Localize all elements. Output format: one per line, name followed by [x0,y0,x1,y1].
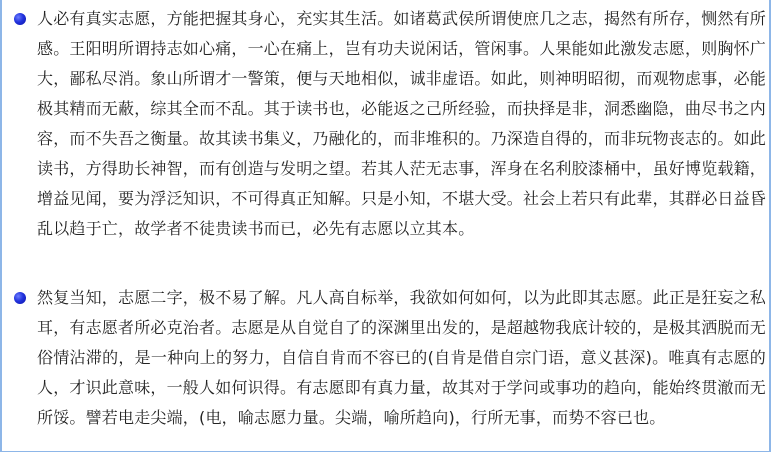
bullet-icon [14,292,26,304]
bullet-icon [14,13,26,25]
paragraph-text: 然复当知，志愿二字，极不易了解。凡人高自标举，我欲如何如何，以为此即其志愿。此正是狂妄之私耳，有志愿者所必克治者。志愿是从自觉自了的深渊里出发的，是超越物我底计较的，是极其洒脱而无俗情沾滞的，是一种向上的努力，自信自肯而不容已的(自肯是借自宗门语，意义甚深)。唯真有志愿的人，才识此意味，一般人如何识得。有志愿即有真力量，故其对于学问或事功的趋向，能始终贯澈而无所馁。譬若电走尖端，(电，喻志愿力量。尖端，喻所趋向)，行所无事，而势不容已也。 [37,288,767,427]
paragraph-text: 人必有真实志愿，方能把握其身心，充实其生活。如诸葛武侯所谓使庶几之志，揭然有所存，恻然有所感。王阳明所谓持志如心痛，一心在痛上，岂有功夫说闲话，管闲事。人果能如此激发志愿，则胸怀广大，鄙私尽消。象山所谓才一警策，便与天地相似，诚非虚语。如此，则神明昭彻，而观物虑事，必能极其精而无蔽，综其全而不乱。其于读书也，必能返之己所经验，而抉择是非，洞悉幽隐，曲尽书之内容，而不失吾之衡量。故其读书集义，乃融化的，而非堆积的。乃深造自得的，而非玩物丧志的。如此读书，方得助长神智，而有创造与发明之望。若其人茫无志事，浑身在名利胶漆桶中，虽好博览载籍，增益见闻，要为浮泛知识，不可得真正知解。只是小知，不堪大受。社会上若只有此辈，其群必日益昏乱以趋于亡，故学者不徒贵读书而已，必先有志愿以立其本。 [37,9,767,238]
